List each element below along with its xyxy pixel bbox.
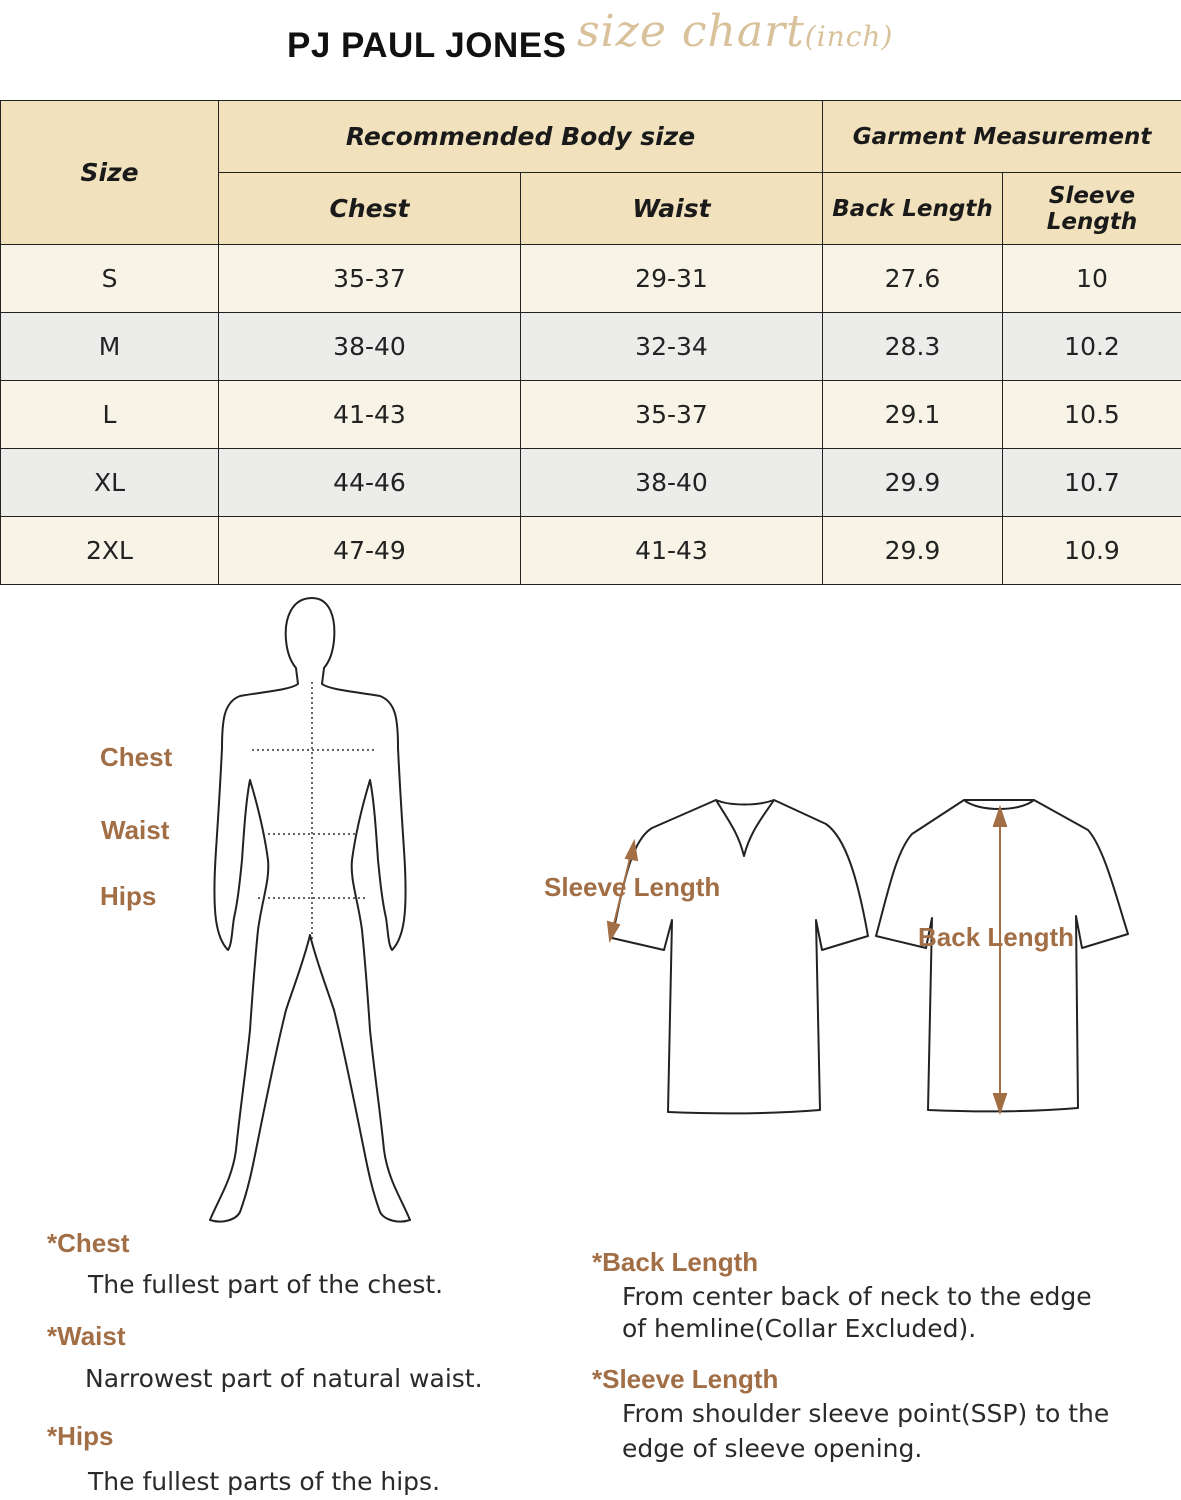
cell-waist: 35-37: [521, 381, 823, 449]
body-outline-illustration: [210, 598, 410, 1222]
def-chest-title: *Chest: [47, 1228, 130, 1258]
title-bar: [0, 0, 1181, 96]
cell-back: 27.6: [823, 245, 1003, 313]
def-sleeve-text-2: edge of sleeve opening.: [622, 1434, 923, 1463]
cell-back: 29.9: [823, 449, 1003, 517]
def-waist-title: *Waist: [47, 1321, 126, 1351]
def-hips-text: The fullest parts of the hips.: [88, 1467, 441, 1496]
garment-label-sleeve: Sleeve Length: [544, 872, 721, 902]
group-garment-header: Garment Measurement: [823, 101, 1181, 173]
cell-waist: 41-43: [521, 517, 823, 585]
script-unit: (inch): [804, 20, 894, 53]
table-row: [1, 449, 1181, 517]
table-row: [1, 313, 1181, 381]
cell-sleeve: 10.5: [1003, 381, 1181, 449]
cell-sleeve: 10: [1003, 245, 1181, 313]
col-back-length: Back Length: [823, 173, 1003, 245]
cell-size: L: [1, 381, 219, 449]
cell-chest: 44-46: [219, 449, 521, 517]
body-label-chest: Chest: [100, 742, 173, 772]
cell-sleeve: 10.2: [1003, 313, 1181, 381]
brand-name: PJ PAUL JONES: [287, 26, 567, 65]
body-measure-lines: [252, 682, 374, 940]
cell-chest: 35-37: [219, 245, 521, 313]
cell-size: XL: [1, 449, 219, 517]
size-table: [0, 100, 1181, 585]
shirt-front-illustration: [612, 800, 868, 1113]
group-body-header: Recommended Body size: [219, 101, 823, 173]
def-back-text-2: of hemline(Collar Excluded).: [622, 1314, 977, 1343]
cell-waist: 32-34: [521, 313, 823, 381]
def-hips-title: *Hips: [47, 1421, 114, 1451]
def-waist-text: Narrowest part of natural waist.: [85, 1364, 483, 1393]
cell-size: M: [1, 313, 219, 381]
cell-sleeve: 10.9: [1003, 517, 1181, 585]
shirt-back-illustration: [876, 800, 1128, 1111]
script-title-text: size chart: [577, 6, 805, 57]
cell-back: 29.1: [823, 381, 1003, 449]
body-label-waist: Waist: [101, 815, 170, 845]
script-title: [577, 6, 893, 57]
garment-label-back: Back Length: [918, 922, 1075, 952]
table-row: [1, 245, 1181, 313]
cell-chest: 38-40: [219, 313, 521, 381]
cell-back: 28.3: [823, 313, 1003, 381]
back-length-arrow: [994, 808, 1006, 1112]
cell-waist: 29-31: [521, 245, 823, 313]
cell-sleeve: 10.7: [1003, 449, 1181, 517]
size-header: Size: [1, 101, 219, 245]
cell-chest: 47-49: [219, 517, 521, 585]
cell-waist: 38-40: [521, 449, 823, 517]
table-row: [1, 381, 1181, 449]
cell-size: S: [1, 245, 219, 313]
def-chest-text: The fullest part of the chest.: [88, 1270, 444, 1299]
col-chest: Chest: [219, 173, 521, 245]
col-waist: Waist: [521, 173, 823, 245]
def-sleeve-text-1: From shoulder sleeve point(SSP) to the: [622, 1399, 1110, 1428]
def-sleeve-title: *Sleeve Length: [592, 1364, 779, 1394]
cell-back: 29.9: [823, 517, 1003, 585]
table-row: [1, 517, 1181, 585]
body-label-hips: Hips: [100, 881, 157, 911]
col-sleeve-length: Sleeve Length: [1003, 173, 1181, 245]
def-back-text-1: From center back of neck to the edge: [622, 1282, 1092, 1311]
def-back-title: *Back Length: [592, 1247, 759, 1277]
measurement-diagrams: [0, 590, 1181, 1230]
cell-chest: 41-43: [219, 381, 521, 449]
cell-size: 2XL: [1, 517, 219, 585]
